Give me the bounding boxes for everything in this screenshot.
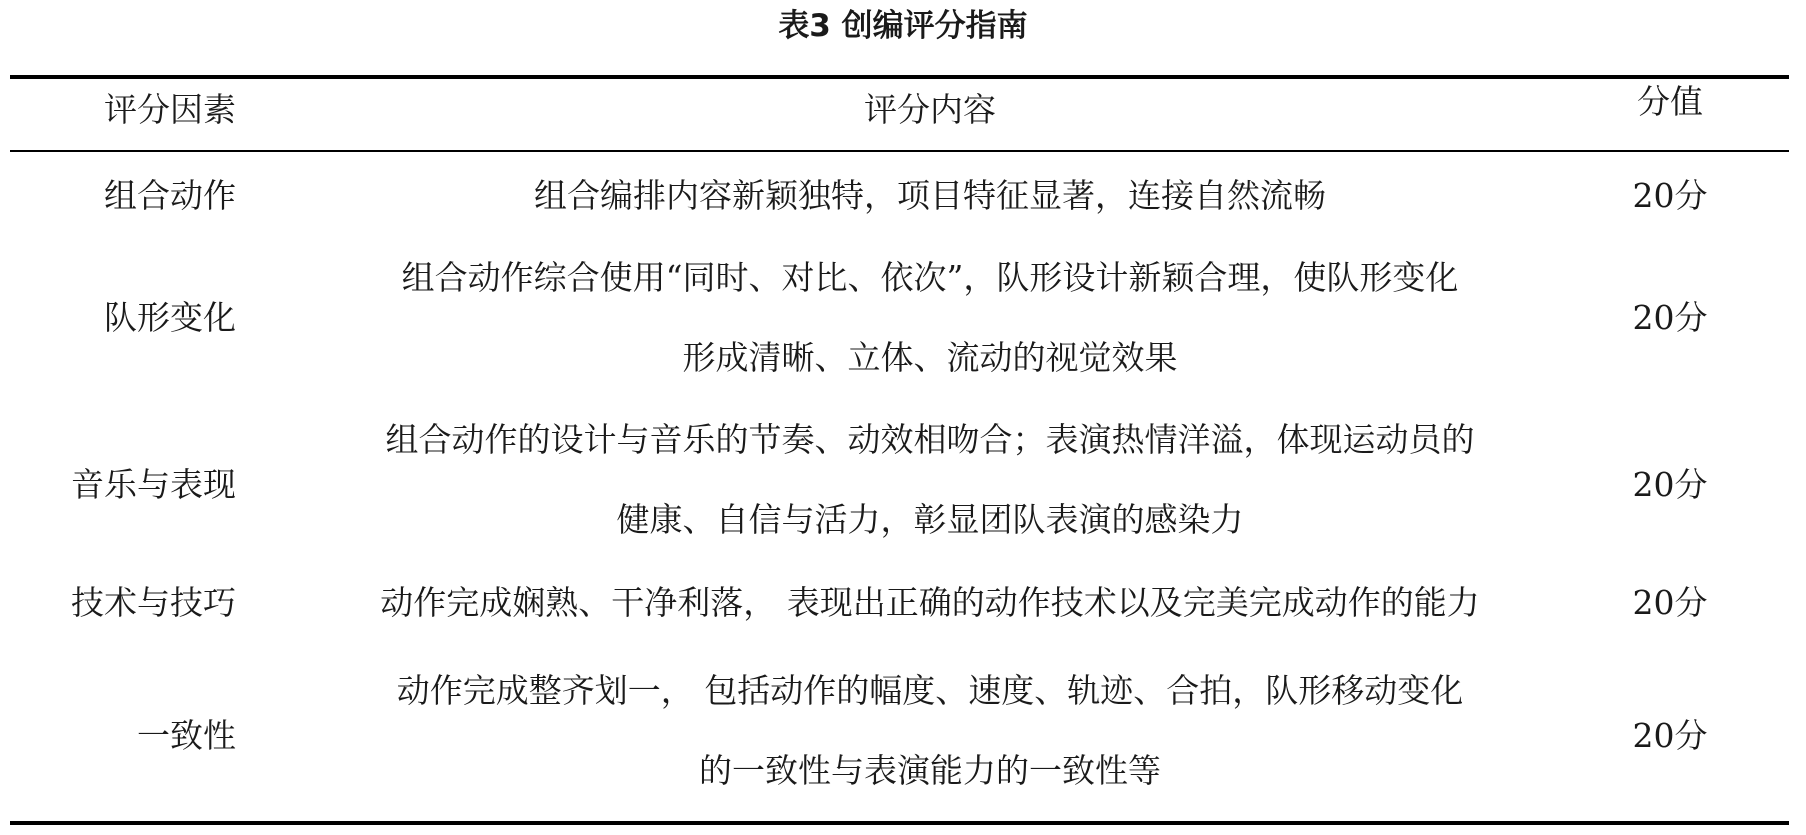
row-content-line: 动作完成娴熟、干净利落， 表现出正确的动作技术以及完美完成动作的能力 (380, 583, 1480, 622)
row-score: 20分 (1632, 298, 1708, 337)
row-factor: 队形变化 (104, 298, 236, 337)
row-content (290, 583, 1570, 623)
row-content-line: 动作完成整齐划一， 包括动作的幅度、速度、轨迹、合拍，队形移动变化 (396, 671, 1464, 710)
row-score: 20分 (1632, 583, 1708, 622)
row-score: 20分 (1632, 465, 1708, 504)
header-content: 评分内容 (864, 90, 996, 129)
header-rule (10, 150, 1789, 152)
row-content-line: 组合动作的设计与音乐的节奏、动效相吻合；表演热情洋溢，体现运动员的 (385, 420, 1475, 459)
row-content (290, 671, 1570, 791)
row-content-line: 组合编排内容新颖独特，项目特征显著，连接自然流畅 (534, 176, 1326, 215)
row-content-line: 的一致性与表演能力的一致性等 (699, 751, 1161, 790)
row-factor: 组合动作 (104, 176, 236, 215)
row-score: 20分 (1632, 176, 1708, 215)
row-content (290, 420, 1570, 540)
row-content-line: 形成清晰、立体、流动的视觉效果 (682, 338, 1178, 377)
header-factor: 评分因素 (104, 90, 236, 129)
row-content-line: 组合动作综合使用“同时、对比、依次”，队形设计新颖合理，使队形变化 (401, 258, 1459, 297)
row-content-line: 健康、自信与活力，彰显团队表演的感染力 (616, 500, 1244, 539)
table-title: 表3 创编评分指南 (778, 8, 1028, 44)
bottom-rule (10, 821, 1789, 825)
header-score: 分值 (1637, 82, 1703, 121)
row-factor: 音乐与表现 (71, 465, 236, 504)
row-factor: 一致性 (137, 716, 236, 755)
row-content (290, 176, 1570, 216)
top-rule (10, 75, 1789, 79)
row-content (290, 258, 1570, 378)
row-score: 20分 (1632, 716, 1708, 755)
row-factor: 技术与技巧 (71, 583, 236, 622)
